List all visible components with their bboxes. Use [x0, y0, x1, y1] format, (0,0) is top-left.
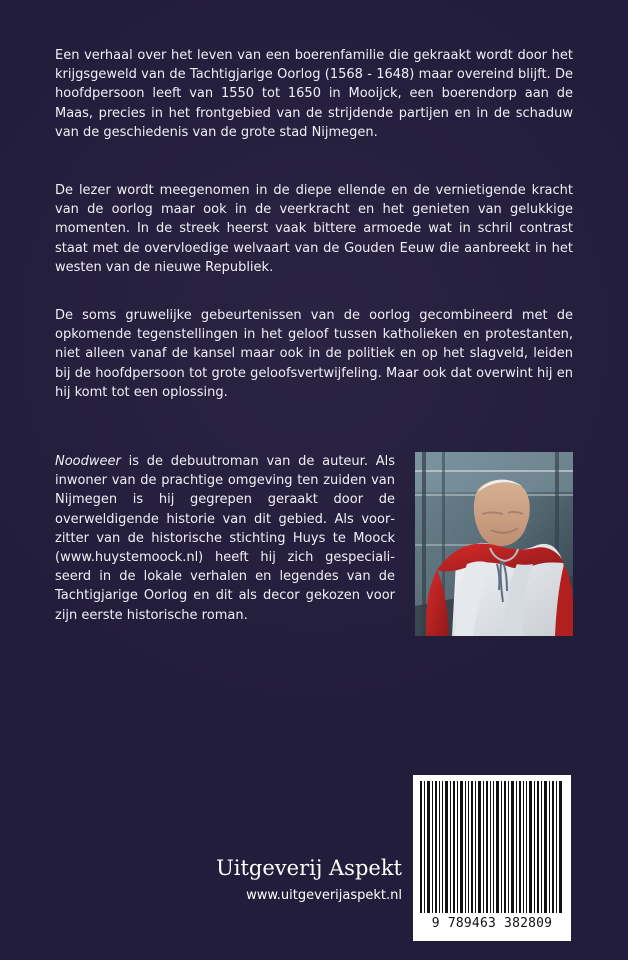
publisher-name: Uitgeverij Aspekt	[216, 856, 402, 880]
publisher-url: www.uitgeverijaspekt.nl	[246, 888, 402, 903]
blurb-paragraph-3: De soms gruwelijke gebeurtenissen van de oorlog gecombineerd met de opkomende tegenstellingen in het geloof tussen katholieken en protestanten, niet alleen vanaf de kansel maar ook in de politiek en op het slagveld, leiden bij de hoofdpersoon tot grote geloofsvertwijfeling. Maar ook dat overwint hij en hij komt tot een oplossing.	[55, 308, 573, 400]
blurb-paragraph-1: Een verhaal over het leven van een boerenfamilie die gekraakt wordt door het krijgsgeweld van de Tachtigjarige Oorlog (1568 - 1648) maar overeind blijft. De hoofdpersoon leeft van 1550 tot 1650 in Mooijck, een boerendorp aan de Maas, precies in het frontgebied van de strijdende partijen en in de schaduw van de geschiedenis van de grote stad Nijmegen.	[55, 48, 573, 140]
barcode-number: 9 789463 382809	[431, 916, 553, 931]
author-bio	[55, 452, 395, 625]
blurb-paragraph-2: De lezer wordt meegenomen in de diepe ellende en de vernietigende kracht van de oorlog maar ook in de veerkracht en het genieten van gelukkige momenten. In de streek heerst vaak bittere armoede wat in schril contrast staat met de overvloedige welvaart van de Gouden Eeuw die aanbreekt in het westen van de nieuwe Republiek.	[55, 183, 573, 275]
barcode	[413, 775, 571, 941]
author-photo	[415, 452, 573, 636]
book-title: Noodweer	[55, 454, 121, 469]
author-bio-text: is de debuutroman van de auteur. Als inwoner van de prachtige omgeving ten zuiden van Nijmegen is hij gegrepen geraakt door de overweldigende historie van dit gebied. Als voorzitter van de historische stichting Huys te Moock (www.huystemoock.nl) heeft hij zich gespecialiseerd in de lokale verhalen en legendes van de Tachtigjarige Oorlog en dit als decor gekozen voor zijn eerste historische roman.	[55, 454, 395, 623]
